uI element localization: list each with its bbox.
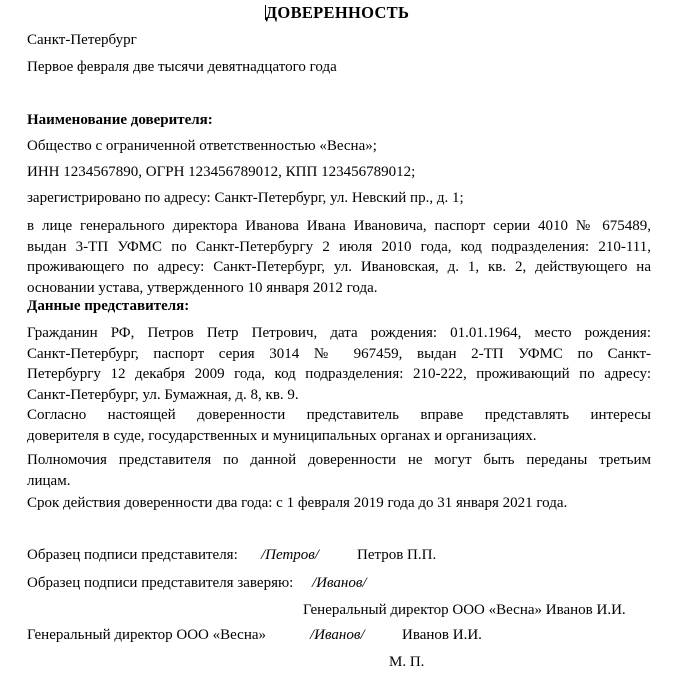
paragraph-line: Согласно настоящей доверенности представитель вправе представлять интересы (27, 407, 651, 423)
paragraph-line: основании устава, утвержденного 10 января 2012 года. (27, 279, 378, 296)
paragraph-line: Полномочия представителя по данной доверенности не могут быть переданы третьим (27, 452, 651, 468)
certify-signature: /Иванов/ (312, 575, 367, 591)
paragraph-line: проживающего по адресу: Санкт-Петербург, ул. Ивановская, д. 1, кв. 2, действующего на (27, 259, 651, 275)
final-director-name: Иванов И.И. (402, 627, 482, 643)
document-title (0, 3, 674, 23)
powers-paragraph (27, 405, 651, 446)
stamp-place: М. П. (389, 654, 425, 670)
rep-signature: /Петров/ (261, 547, 319, 563)
city: Санкт-Петербург (27, 32, 137, 48)
representative-heading: Данные представителя: (27, 298, 190, 314)
principal-address: зарегистрировано по адресу: Санкт-Петербург, ул. Невский пр., д. 1; (27, 190, 464, 206)
director-title-line: Генеральный директор ООО «Весна» Иванов И.И. (303, 602, 626, 618)
validity-term: Срок действия доверенности два года: с 1 февраля 2019 года до 31 января 2021 года. (27, 495, 568, 511)
principal-director-paragraph (27, 216, 651, 298)
title-text: ДОВЕРЕННОСТЬ (265, 3, 410, 22)
paragraph-line: Санкт-Петербург, паспорт серия 3014 № 967459, выдан 2-ТП УФМС по Санкт- (27, 345, 651, 362)
document-date: Первое февраля две тысячи девятнадцатого года (27, 59, 337, 75)
paragraph-line: доверителя в суде, государственных и муниципальных органах и организациях. (27, 427, 537, 444)
rep-name: Петров П.П. (357, 547, 437, 563)
principal-heading: Наименование доверителя: (27, 112, 213, 128)
principal-company: Общество с ограниченной ответственностью «Весна»; (27, 138, 377, 154)
paragraph-line: Петербургу 12 декабря 2009 года, код подразделения: 210-222, проживающий по адресу: (27, 366, 651, 382)
paragraph-line: Санкт-Петербург, ул. Бумажная, д. 8, кв. 9. (27, 386, 299, 403)
transfer-paragraph (27, 450, 651, 491)
representative-paragraph (27, 323, 651, 405)
principal-ids: ИНН 1234567890, ОГРН 123456789012, КПП 123456789012; (27, 164, 416, 180)
final-director-label: Генеральный директор ООО «Весна» (27, 627, 267, 643)
certify-label: Образец подписи представителя заверяю: (27, 575, 294, 591)
final-signature: /Иванов/ (310, 627, 365, 643)
paragraph-line: в лице генерального директора Иванова Ивана Ивановича, паспорт серии 4010 № 675489, (27, 218, 651, 234)
paragraph-line: Гражданин РФ, Петров Петр Петрович, дата рождения: 01.01.1964, место рождения: (27, 325, 651, 341)
rep-signature-label: Образец подписи представителя: (27, 547, 238, 563)
paragraph-line: выдан 3-ТП УФМС по Санкт-Петербургу 2 июля 2010 года, код подразделения: 210-111, (27, 238, 651, 255)
paragraph-line: лицам. (27, 472, 71, 489)
